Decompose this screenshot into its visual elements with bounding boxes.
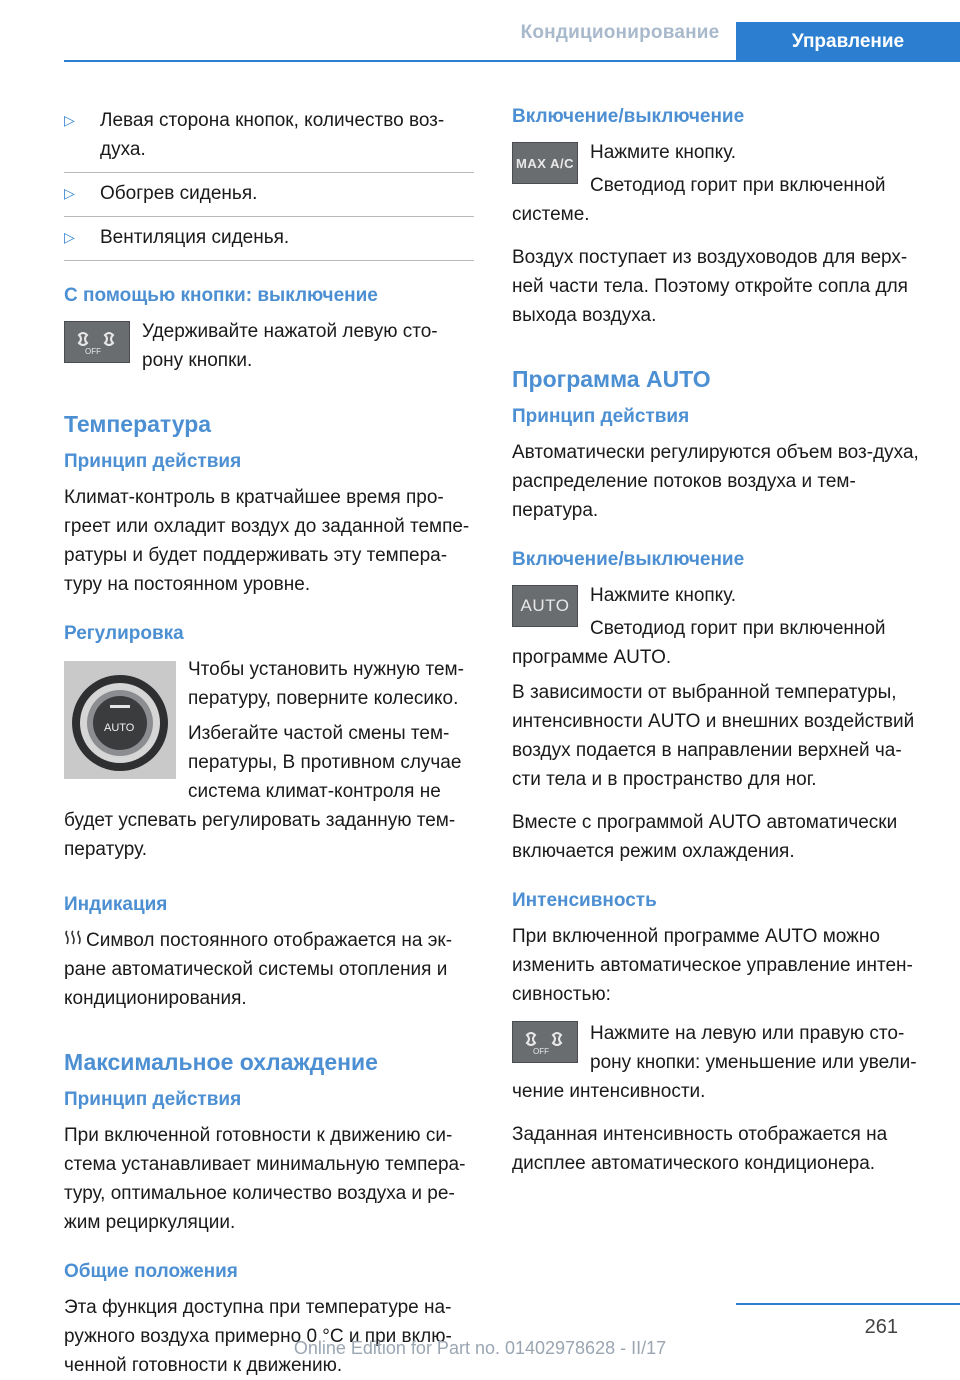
svg-text:OFF: OFF — [85, 347, 101, 356]
footer-rule — [736, 1303, 960, 1305]
page-header — [0, 0, 960, 62]
intensity-button-text: Нажмите на левую или правую сто-рону кнопки: уменьшение или увели-чение интенсивности. — [512, 1023, 917, 1102]
auto-program-heading: Программа AUTO — [512, 366, 711, 392]
fan-intensity-button-icon — [512, 1021, 578, 1063]
air-text: Воздух поступает из воздуховодов для верх-ней части тела. Поэтому откройте сопла для выхода воздуха. — [512, 247, 908, 326]
triangle-bullet-icon: ▷ — [64, 185, 75, 201]
max-ac-label: MAX A/C — [516, 155, 574, 171]
regulation-heading: Регулировка — [64, 623, 184, 644]
intensity-heading: Интенсивность — [512, 890, 657, 911]
max-cooling-principle-heading: Принцип действия — [64, 1089, 242, 1110]
indication-paragraph — [64, 926, 474, 1013]
list-item-text: Обогрев сиденья. — [100, 183, 258, 204]
general-heading: Общие положения — [64, 1261, 238, 1282]
list-item — [64, 217, 474, 261]
indication-heading: Индикация — [64, 894, 168, 915]
temperature-heading: Температура — [64, 411, 212, 437]
page-number: 261 — [864, 1316, 898, 1338]
indication-text: Символ постоянного отображается на эк-ране автоматической системы отопления и кондиционирования. — [64, 930, 453, 1009]
chapter-tab[interactable]: Управление — [736, 22, 960, 62]
max-ac-button-icon — [512, 142, 578, 184]
temperature-knob-image — [64, 661, 176, 779]
principle-text: Климат-контроль в кратчайшее время про-греет или охладит воздух до заданной темпе-ратуры и будет поддерживать эту темпера-туру на постоянном уровне. — [64, 487, 470, 595]
max-cooling-heading: Максимальное охлаждение — [64, 1049, 378, 1075]
onoff-1-text-1: Нажмите кнопку. — [590, 142, 737, 163]
edition-note: Online Edition for Part no. 01402978628 - II/17 — [293, 1338, 667, 1358]
list-item-text: Левая сторона кнопок, количество воз-духа. — [100, 110, 445, 160]
auto-label: AUTO — [520, 596, 570, 615]
onoff-2-text-1: Нажмите кнопку. — [590, 585, 737, 606]
onoff-1-text-2: Светодиод горит при включенной системе. — [512, 175, 886, 225]
general-text: Эта функция доступна при температуре на-ружного воздуха примерно 0 °C и при вклю-ченной готовности к движению. — [64, 1297, 452, 1376]
right-column — [512, 100, 930, 1178]
off-heading: С помощью кнопки: выключение — [64, 285, 378, 306]
triangle-bullet-icon: ▷ — [64, 112, 75, 128]
onoff-heading-2: Включение/выключение — [512, 549, 745, 570]
left-column — [64, 100, 474, 1380]
auto-principle-text: Автоматически регулируются объем воз-духа, распределение потоков воздуха и тем-пература. — [512, 442, 919, 521]
principle-heading: Принцип действия — [64, 451, 242, 472]
onoff-heading-1: Включение/выключение — [512, 106, 745, 127]
knob-label: AUTO — [104, 722, 135, 734]
auto-button-icon — [512, 585, 578, 627]
section-tab[interactable]: Кондиционирование — [520, 22, 720, 43]
cooling-text: Вместе с программой AUTO автоматически включается режим охлаждения. — [512, 812, 898, 862]
auto-principle-heading: Принцип действия — [512, 406, 690, 427]
triangle-bullet-icon: ▷ — [64, 229, 75, 245]
intensity-text: При включенной программе AUTO можно изменить автоматическое управление интен-сивностью: — [512, 926, 913, 1005]
regulation-text-2: Избегайте частой смены тем-пературы, В противном случае система климат-контроля не будет успевать регулировать заданную тем-пературу. — [64, 723, 462, 860]
header-rule — [64, 60, 960, 62]
fan-off-button-icon — [64, 321, 130, 363]
max-cooling-principle-text: При включенной готовности к движению си-стема устанавливает минимальную темпера-туру, оптимальное количество воздуха и ре-жим рециркуляции. — [64, 1125, 466, 1233]
list-item — [64, 100, 474, 173]
intensity-display-text: Заданная интенсивность отображается на дисплее автоматического кондиционера. — [512, 1124, 888, 1174]
heat-waves-icon — [64, 926, 86, 955]
regulation-text-1: Чтобы установить нужную тем-пературу, поверните колесико. — [188, 659, 464, 709]
onoff-2-text-3: В зависимости от выбранной температуры, интенсивности AUTO и внешних воздействий воздух подается в направлении верхней ча-сти тела и в пространство для ног. — [512, 682, 915, 790]
list-item — [64, 173, 474, 217]
onoff-2-text-2: Светодиод горит при включенной программе AUTO. — [512, 618, 886, 668]
off-text: Удерживайте нажатой левую сто-рону кнопки. — [142, 321, 438, 371]
svg-text:OFF: OFF — [533, 1047, 549, 1056]
list-item-text: Вентиляция сиденья. — [100, 227, 290, 248]
